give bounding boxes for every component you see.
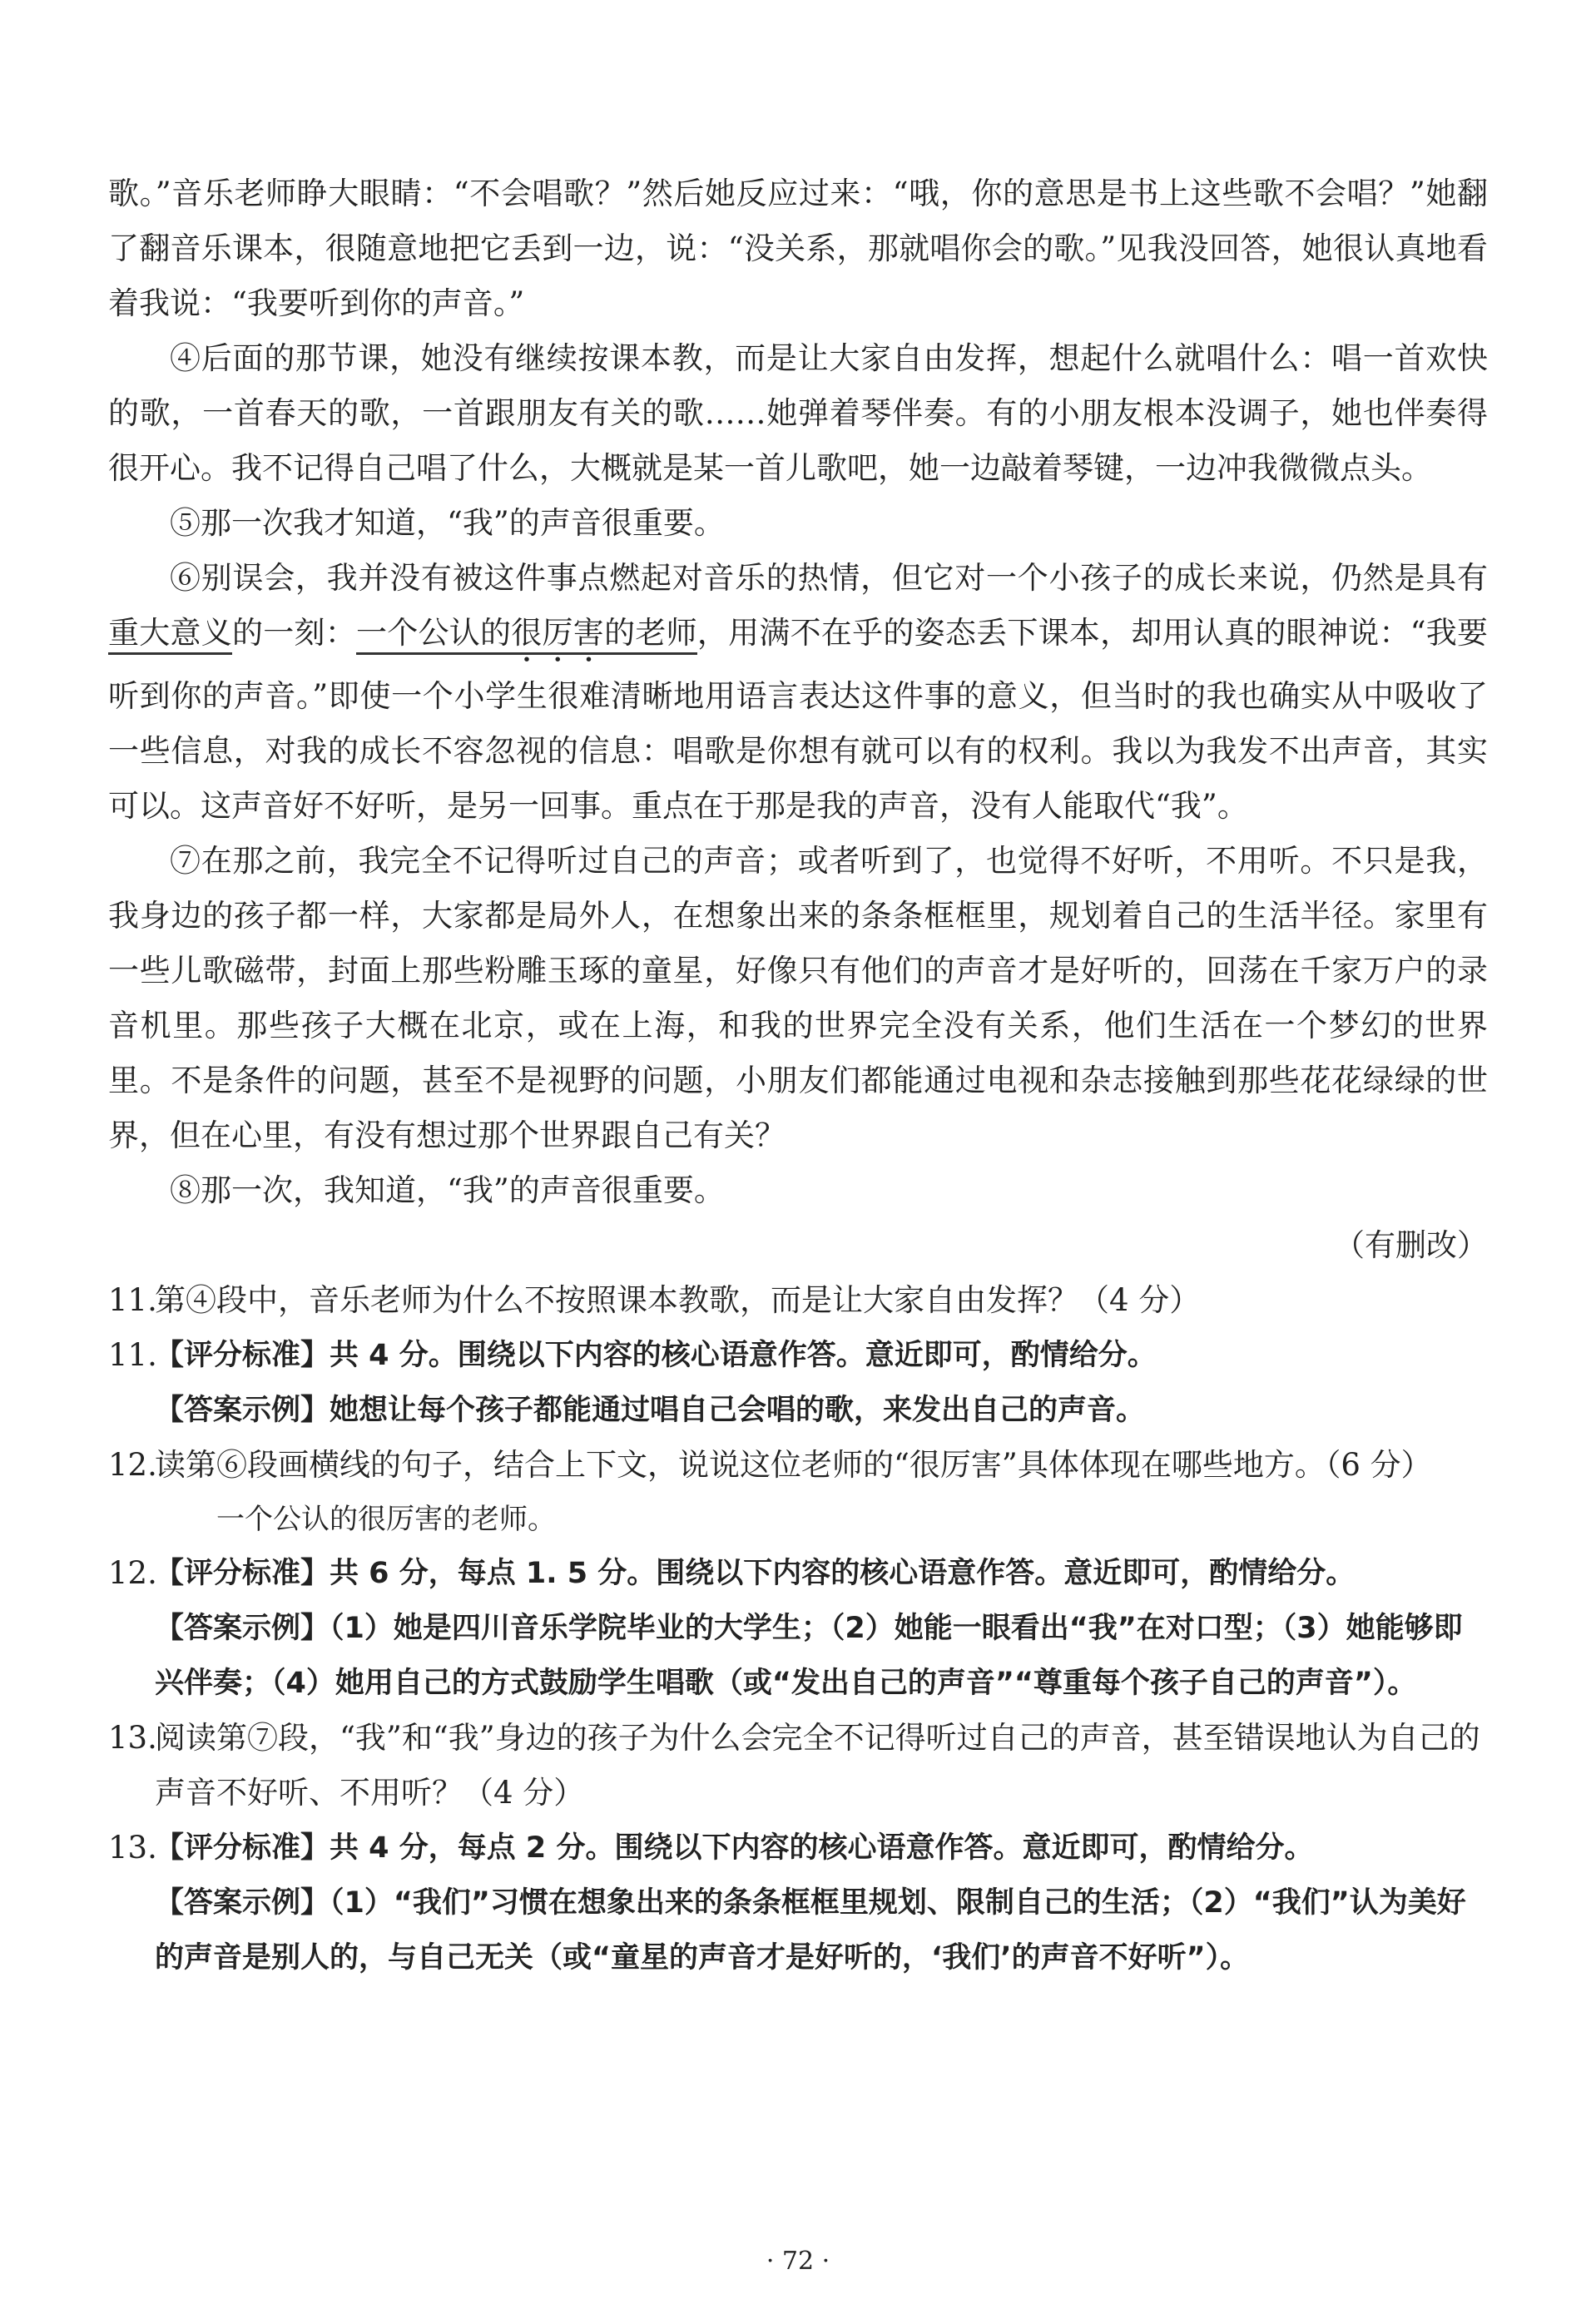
answer-11-example <box>108 1383 1488 1438</box>
question-number: 11. <box>108 1282 157 1318</box>
answer-12-standard <box>108 1546 1488 1601</box>
underlined-sentence-teacher <box>356 615 697 655</box>
emphasized-phrase-awesome: 很厉害 <box>511 615 605 651</box>
answer-example: 【答案示例】她想让每个孩子都能通过唱自己会唱的歌，来发出自己的声音。 <box>155 1394 1146 1427</box>
passage-paragraph-7: ⑦在那之前，我完全不记得听过自己的声音；或者听到了，也觉得不好听，不用听。不只是我，我身边的孩子都一样，大家都是局外人，在想象出来的条条框框里，规划着自己的生活半径。家里有一些儿歌磁带，封面上那些粉雕玉琢的童星，好像只有他们的声音才是好听的，回荡在千家万户的录音机里。那些孩子大概在北京，或在上海，和我的世界完全没有关系，他们生活在一个梦幻的世界里。不是条件的问题，甚至不是视野的问题，小朋友们都能通过电视和杂志接触到那些花花绿绿的世界，但在心里，有没有想过那个世界跟自己有关？ <box>108 843 1488 1153</box>
question-text: 读第⑥段画横线的句子，结合上下文，说说这位老师的“很厉害”具体体现在哪些地方。（6 分） <box>155 1447 1432 1483</box>
question-13 <box>108 1711 1488 1821</box>
answer-12-example <box>108 1601 1488 1711</box>
answer-11-standard <box>108 1328 1488 1383</box>
question-number: 13. <box>108 1720 157 1756</box>
underlined-phrase-significance: 重大意义 <box>108 615 232 655</box>
question-text: 第④段中，音乐老师为什么不按照课本教歌，而是让大家自由发挥？（4 分） <box>155 1282 1201 1318</box>
scoring-standard: 【评分标准】共 4 分，每点 2 分。围绕以下内容的核心语意作答。意近即可，酌情给分。 <box>155 1831 1314 1865</box>
source-note: （有删改） <box>1334 1227 1488 1263</box>
answer-example: 【答案示例】（1）她是四川音乐学院毕业的大学生；（2）她能一眼看出“我”在对口型；（3）她能够即兴伴奏；（4）她用自己的方式鼓励学生唱歌（或“发出自己的声音”“尊重每个孩子自己的声音”）。 <box>155 1612 1463 1700</box>
page-number: · 72 · <box>766 2247 830 2276</box>
p6-text-a: ⑥别误会，我并没有被这件事点燃起对音乐的热情，但它对一个小孩子的成长来说，仍然是具有 <box>170 560 1488 596</box>
scoring-standard: 【评分标准】共 6 分，每点 1. 5 分。围绕以下内容的核心语意作答。意近即可，酌情给分。 <box>155 1557 1356 1590</box>
answer-number: 12. <box>108 1555 157 1591</box>
p6-text-g: ，用满不在乎的姿态丢下课本，却用认真的眼神说：“我要听到你的声音。”即使一个小学生很难清晰地用语言表达这件事的意义，但当时的我也确实从中吸收了一些信息，对我的成长不容忽视的信息：唱歌是你想有就可以有的权利。我以为我发不出声音，其实可以。这声音好不好听，是另一回事。重点在于那是我的声音，没有人能取代“我”。 <box>108 615 1489 824</box>
quoted-sentence: 一个公认的很厉害的老师。 <box>216 1503 556 1536</box>
p6-text-d: 一个公认的 <box>356 615 512 651</box>
p6-text-f: 的老师 <box>604 615 697 651</box>
passage-paragraph-continued: 歌。”音乐老师睁大眼睛：“不会唱歌？”然后她反应过来：“哦，你的意思是书上这些歌不会唱？”她翻了翻音乐课本，很随意地把它丢到一边，说：“没关系，那就唱你会的歌。”见我没回答，她很认真地看着我说：“我要听到你的声音。” <box>108 176 1488 321</box>
answer-13-standard <box>108 1821 1488 1876</box>
answer-number: 11. <box>108 1337 157 1373</box>
answer-13-example <box>108 1876 1488 1985</box>
scoring-standard: 【评分标准】共 4 分。围绕以下内容的核心语意作答。意近即可，酌情给分。 <box>155 1339 1157 1372</box>
passage-paragraph-8: ⑧那一次，我知道，“我”的声音很重要。 <box>170 1172 725 1208</box>
passage-paragraph-5: ⑤那一次我才知道，“我”的声音很重要。 <box>170 505 725 541</box>
question-number: 12. <box>108 1447 157 1483</box>
p6-text-c: 的一刻： <box>232 615 357 651</box>
passage-paragraph-4: ④后面的那节课，她没有继续按课本教，而是让大家自由发挥，想起什么就唱什么：唱一首欢快的歌，一首春天的歌，一首跟朋友有关的歌……她弹着琴伴奏。有的小朋友根本没调子，她也伴奏得很开心。我不记得自己唱了什么，大概就是某一首儿歌吧，她一边敲着琴键，一边冲我微微点头。 <box>108 340 1488 486</box>
question-11 <box>108 1273 1488 1328</box>
answer-example: 【答案示例】（1）“我们”习惯在想象出来的条条框框里规划、限制自己的生活；（2）“我们”认为美好的声音是别人的，与自己无关（或“童星的声音才是好听的，‘我们’的声音不好听”）。 <box>155 1886 1466 1975</box>
passage-paragraph-6 <box>108 551 1488 834</box>
question-text: 阅读第⑦段，“我”和“我”身边的孩子为什么会完全不记得听过自己的声音，甚至错误地认为自己的声音不好听、不用听？（4 分） <box>155 1720 1480 1811</box>
question-12 <box>108 1438 1488 1493</box>
answer-number: 13. <box>108 1830 157 1866</box>
